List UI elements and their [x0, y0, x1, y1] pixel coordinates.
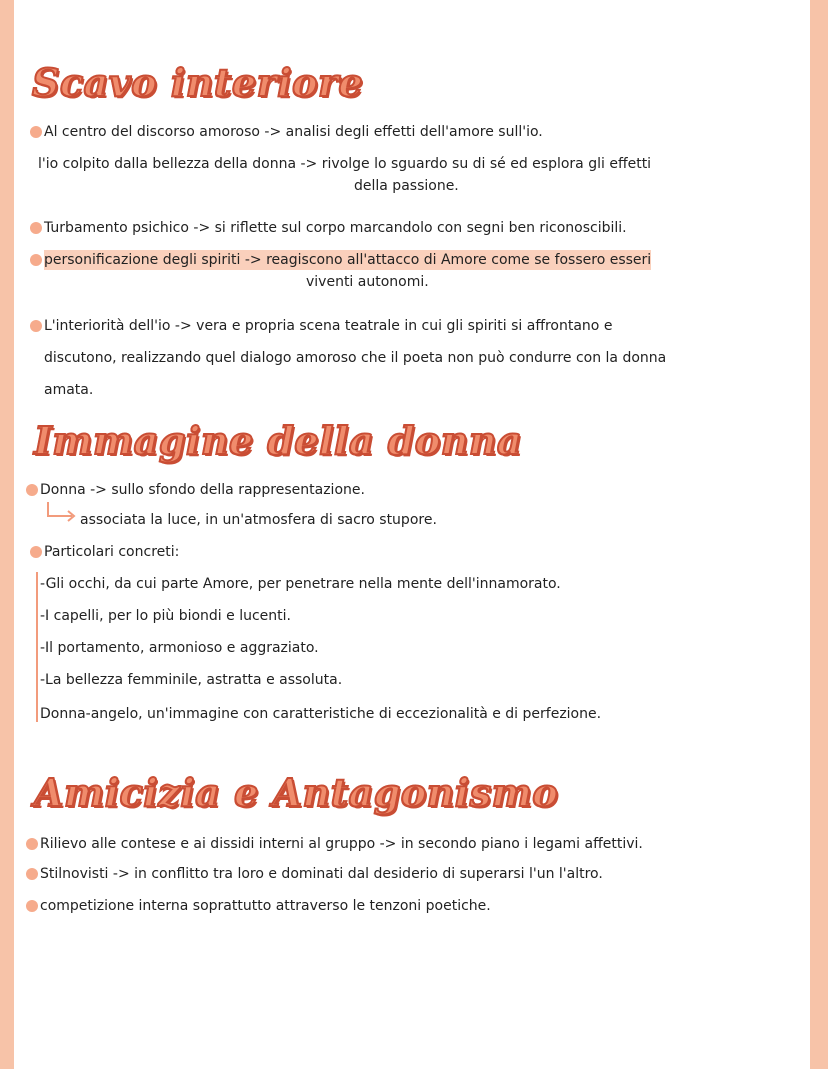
- line-donna-5: -I capelli, per lo più biondi e lucenti.: [40, 608, 291, 624]
- line-scavo-5: personificazione degli spiriti -> reagiscono all'attacco di Amore come se fossero esseri: [44, 252, 652, 268]
- line-amicizia-2: Stilnovisti -> in conflitto tra loro e dominati dal desiderio di superarsi l'un l'altro.: [40, 866, 603, 882]
- line-scavo-4: Turbamento psichico -> si riflette sul corpo marcandolo con segni ben riconoscibili.: [44, 220, 627, 236]
- section-title-donna: Immagine della donna: [34, 418, 523, 463]
- bullet-dot: [30, 222, 42, 234]
- line-scavo-2: l'io colpito dalla bellezza della donna -> rivolge lo sguardo su di sé ed esplora gli effetti: [38, 156, 652, 172]
- line-amicizia-3: competizione interna soprattutto attraverso le tenzoni poetiche.: [40, 898, 491, 914]
- bullet-dot: [26, 484, 38, 496]
- bullet-dot: [30, 126, 42, 138]
- bullet-dot: [30, 546, 42, 558]
- line-donna-7: -La bellezza femminile, astratta e assoluta.: [40, 672, 343, 688]
- right-edge-stripe: [810, 0, 828, 1069]
- line-donna-1: Donna -> sullo sfondo della rappresentazione.: [40, 482, 365, 498]
- line-amicizia-1: Rilievo alle contese e ai dissidi interni al gruppo -> in secondo piano i legami affettivi.: [40, 836, 643, 852]
- line-scavo-3: della passione.: [354, 178, 459, 194]
- bullet-dot: [26, 838, 38, 850]
- line-scavo-7: L'interiorità dell'io -> vera e propria scena teatrale in cui gli spiriti si affrontano e: [44, 318, 613, 334]
- line-donna-3: Particolari concreti:: [44, 544, 180, 560]
- bullet-dot: [30, 320, 42, 332]
- bullet-dot: [26, 868, 38, 880]
- return-arrow-icon: [44, 500, 78, 524]
- line-scavo-1: Al centro del discorso amoroso -> analisi degli effetti dell'amore sull'io.: [44, 124, 543, 140]
- line-donna-4: -Gli occhi, da cui parte Amore, per penetrare nella mente dell'innamorato.: [40, 576, 561, 592]
- list-bracket: [36, 572, 38, 722]
- section-title-scavo: Scavo interiore: [32, 60, 364, 105]
- bullet-dot: [30, 254, 42, 266]
- line-scavo-6: viventi autonomi.: [306, 274, 429, 290]
- left-edge-stripe: [0, 0, 14, 1069]
- line-donna-8: Donna-angelo, un'immagine con caratteristiche di eccezionalità e di perfezione.: [40, 706, 602, 722]
- line-scavo-9: amata.: [44, 382, 94, 398]
- line-scavo-8: discutono, realizzando quel dialogo amoroso che il poeta non può condurre con la donna: [44, 350, 667, 366]
- section-title-amicizia: Amicizia e Antagonismo: [34, 770, 559, 815]
- line-donna-2: associata la luce, in un'atmosfera di sacro stupore.: [80, 512, 437, 528]
- line-donna-6: -Il portamento, armonioso e aggraziato.: [40, 640, 319, 656]
- bullet-dot: [26, 900, 38, 912]
